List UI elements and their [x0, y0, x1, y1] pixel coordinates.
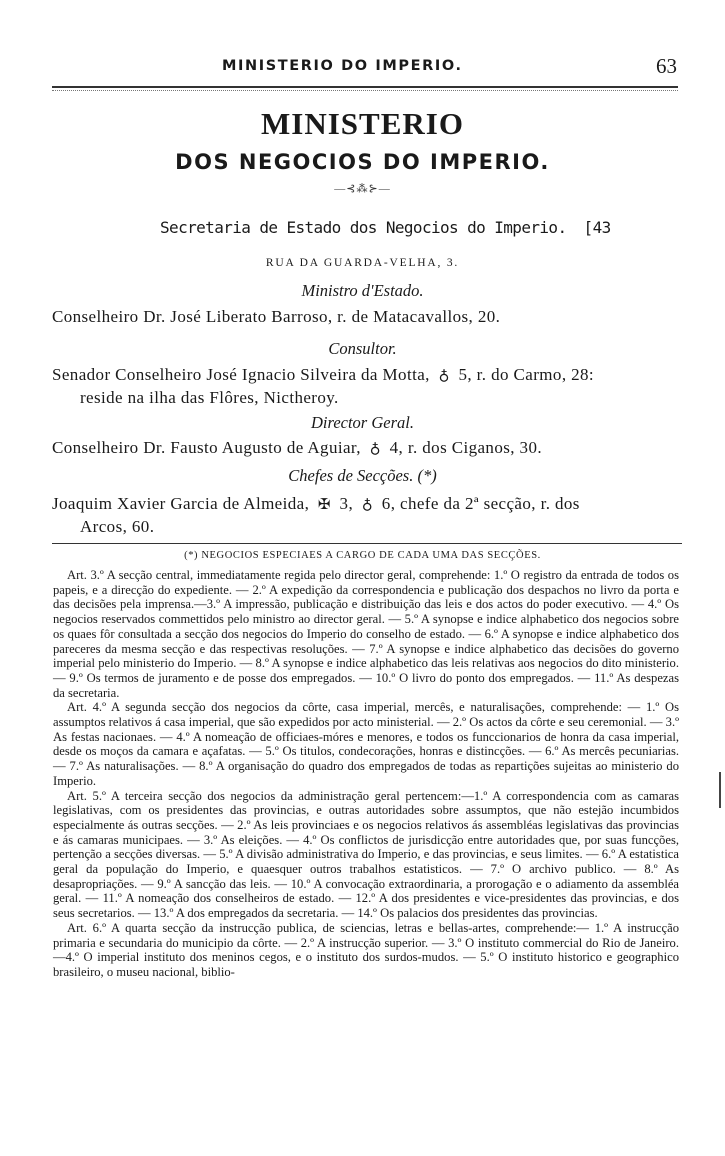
footnote-body	[53, 568, 679, 980]
role-chefes: Chefes de Secções. (*)	[288, 466, 437, 485]
role-ministro: Ministro d'Estado.	[301, 281, 424, 300]
ornament-divider: —⊰⁂⊱—	[334, 183, 391, 195]
order-rose-icon: ♁	[438, 368, 450, 384]
header-rule	[52, 86, 678, 91]
person-chefe	[52, 493, 684, 538]
secretaria-address: RUA DA GUARDA-VELHA, 3.	[265, 257, 460, 269]
footnote-paragraph-art4: Art. 4.º A segunda secção dos negocios da côrte, casa imperial, mercês, e naturalisações, comprehende: — 1.º Os assumptos relativos á casa imperial, que são expedidos por acto ministerial. — 2.º Os actos da côrte e seu ceremonial. — 3.º As festas nacionaes. — 4.º A nomeação de officiaes-móres e menores, e todos os funccionarios de honra da casa imperial, desde os moços da camara e açafatas. — 5.º Os titulos, condecorações, honras e distincções. — 6.º As mercês pecuniarias. — 7.º As naturalisações. — 8.º A organisação do quadro dos empregados de todas as repartições sujeitas ao ministerio do Imperio.	[53, 700, 679, 788]
person-chefe-address: 6, chefe da 2ª secção, r. dos	[381, 494, 580, 513]
running-title: MINISTERIO DO IMPERIO.	[222, 58, 463, 74]
person-chefe-mid: 3,	[339, 494, 354, 513]
role-director: Director Geral.	[311, 413, 414, 432]
person-chefe-address-cont: Arcos, 60.	[80, 517, 155, 536]
person-director	[52, 437, 684, 460]
footnote-paragraph-art3: Art. 3.º A secção central, immediatamente regida pelo director geral, comprehende: 1.º O registro da entrada de todos os papeis, e a direcção do expediente. — 2.º A expedição da correspondencia e publicação dos despachos no livro da porta e das decisões pela imprensa.—3.º A impressão, publicação e distribuição das leis e dos actos do poder executivo. — 4.º Os negocios reservados commettidos pelo ministro ao director geral. — 5.º A synopse e indice alphabetico dos negocios sobre os quaes fôr consultada a secção dos negocios do Imperio do conselho de estado. — 6.º A synopse e indice alphabetico dos pareceres da mesma secção e das respectivas resoluções. — 7.º A synopse e indice alphabetico das decisões do governo imperial pelo ministerio do Imperio. — 8.º A synopse e indice alphabetico das leis relativas aos negocios do dito ministerio. — 9.º Os termos de juramento e de posse dos empregados. — 10.º O livro do ponto dos empregados. — 11.º As despezas da secretaria.	[53, 568, 679, 700]
order-rose-icon: ♁	[361, 497, 374, 513]
order-cross-icon: ✠	[317, 497, 331, 513]
footnote-paragraph-art6: Art. 6.º A quarta secção da instrucção publica, de sciencias, letras e bellas-artes, comprehende:— 1.º A instrucção primaria e secundaria do municipio da côrte. — 2.º A instrucção superior. — 3.º O instituto commercial do Rio de Janeiro.—4.º O imperial instituto dos meninos cegos, e o instituto dos surdos-mudos. — 5.º O instituto historico e geographico brasileiro, o museu nacional, biblio-	[53, 920, 679, 979]
role-consultor: Consultor.	[328, 339, 397, 358]
section-rule	[52, 543, 682, 544]
person-chefe-name: Joaquim Xavier Garcia de Almeida,	[52, 494, 310, 513]
order-rose-icon: ♁	[369, 441, 381, 457]
page-number: 63	[656, 54, 677, 78]
main-title: MINISTERIO	[261, 106, 464, 141]
running-header	[0, 54, 725, 80]
sub-title: DOS NEGOCIOS DO IMPERIO.	[175, 150, 550, 174]
bracket-ref: [43	[583, 218, 611, 237]
person-ministro	[52, 306, 684, 328]
footnote-paragraph-art5: Art. 5.º A terceira secção dos negocios da administração geral pertencem:—1.º A correspondencia com as camaras legislativas, com os presidentes das provincias, e outras autoridades sobre assumptos, que não estejão incumbidos especialmente ás outras secções. — 2.º As leis provinciaes e os negocios relativos ás assembléas legislativas das provincias e ás camaras municipaes. — 3.º As eleições. — 4.º Os conflictos de jurisdicção entre autoridades que, por suas funcções, pertenção a secções diversas. — 5.º A divisão administrativa do Imperio, e das provincias, e seus limites. — 6.º A estatistica geral da população do Imperio, e quaesquer outros trabalhos estatisticos. — 7.º O archivo publico. — 8.º As desapropriações. — 9.º A sancção das leis. — 10.º A convocação extraordinaria, a prorogação e o adiamento da assembléa geral. — 11.º A nomeação dos conselheiros de estado. — 12.º A dos presidentes e vice-presidentes das provincias, e dos seus secretarios. — 13.º A dos empregados da secretaria. — 14.º Os palacios dos presidentes das provincias.	[53, 788, 679, 921]
footnote-title: (*) NEGOCIOS ESPECIAES A CARGO DE CADA UMA DAS SECÇÕES.	[184, 550, 541, 561]
secretaria-name: Secretaria de Estado dos Negocios do Imperio.	[160, 218, 567, 237]
person-director-name: Conselheiro Dr. Fausto Augusto de Aguiar,	[52, 438, 361, 457]
person-consultor	[52, 364, 684, 409]
person-consultor-address: 5, r. do Carmo, 28:	[458, 365, 595, 384]
secretaria-heading	[160, 218, 611, 237]
person-consultor-name: Senador Conselheiro José Ignacio Silveira da Motta,	[52, 365, 430, 384]
person-director-address: 4, r. dos Ciganos, 30.	[389, 438, 543, 457]
margin-mark	[719, 772, 721, 808]
person-consultor-residence: reside na ilha das Flôres, Nictheroy.	[80, 388, 339, 407]
person-ministro-line: Conselheiro Dr. José Liberato Barroso, r. de Matacavallos, 20.	[52, 307, 501, 326]
